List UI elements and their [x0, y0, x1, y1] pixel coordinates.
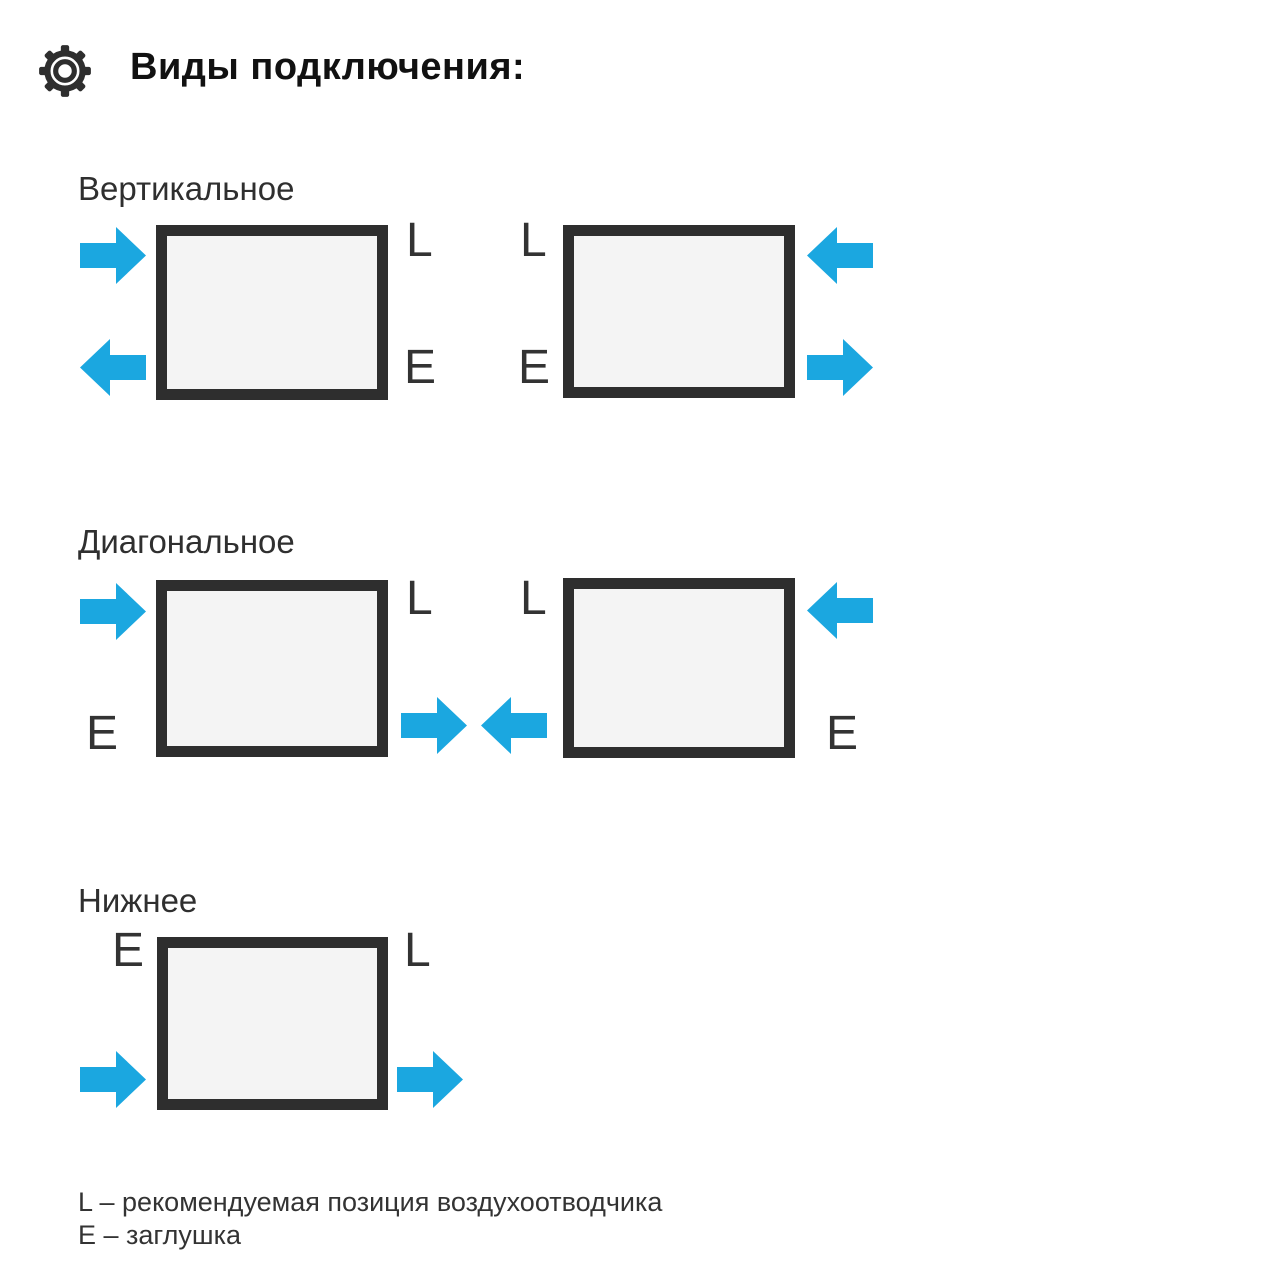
air-vent-label: L — [406, 572, 433, 625]
legend — [78, 1186, 662, 1252]
outlet-arrow-right-icon — [401, 697, 467, 754]
radiator-body — [563, 578, 795, 758]
page-title: Виды подключения: — [130, 46, 526, 88]
section-title-bottom: Нижнее — [78, 882, 198, 919]
outlet-arrow-left-icon — [481, 697, 547, 754]
air-vent-label: L — [406, 214, 433, 267]
gear-icon — [36, 42, 94, 100]
air-vent-label: L — [404, 924, 431, 977]
plug-label: E — [518, 341, 551, 394]
plug-label: E — [826, 707, 859, 760]
inlet-arrow-right-icon — [80, 227, 146, 284]
section-title-vertical: Вертикальное — [78, 170, 295, 207]
section-title-diagonal: Диагональное — [78, 523, 295, 560]
outlet-arrow-right-icon — [807, 339, 873, 396]
air-vent-label: L — [520, 572, 547, 625]
air-vent-label: L — [520, 214, 547, 267]
radiator-body — [157, 937, 388, 1110]
outlet-arrow-left-icon — [80, 339, 146, 396]
legend-line-plug: E – заглушка — [78, 1220, 242, 1250]
inlet-arrow-left-icon — [807, 227, 873, 284]
radiator-body — [156, 580, 388, 757]
radiator-body — [156, 225, 388, 400]
outlet-arrow-right-icon — [397, 1051, 463, 1108]
inlet-arrow-right-icon — [80, 583, 146, 640]
legend-line-air-vent: L – рекомендуемая позиция воздухоотводчика — [78, 1187, 663, 1217]
plug-label: E — [112, 924, 145, 977]
plug-label: E — [86, 707, 119, 760]
radiator-body — [563, 225, 795, 398]
plug-label: E — [404, 341, 437, 394]
inlet-arrow-left-icon — [807, 582, 873, 639]
inlet-arrow-right-icon — [80, 1051, 146, 1108]
